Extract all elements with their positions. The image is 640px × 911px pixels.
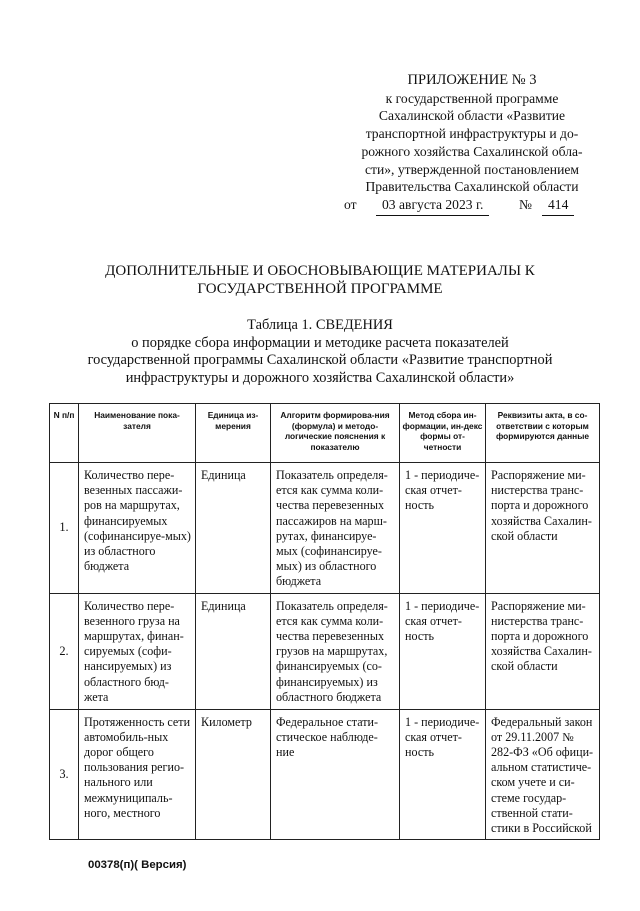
document-version-code: 00378(п)( Версия) bbox=[88, 859, 187, 871]
indicator-name: Количество пере-везенного груза на маршрутах, финан-сируемых (софи-нансируемых) из областного бюд-жета bbox=[79, 593, 196, 709]
algorithm: Показатель определя-ется как сумма коли-чества перевезенных пассажиров на марш-рутах, финансируе-мых (софинансируе-мых) из областного бюджета bbox=[271, 463, 400, 594]
collection-method: 1 - периодиче-ская отчет-ность bbox=[400, 463, 486, 594]
appendix-block bbox=[344, 72, 600, 214]
appendix-line: рожного хозяйства Сахалинской обла- bbox=[361, 143, 583, 159]
header-unit: Единица из-мерения bbox=[196, 404, 271, 463]
appendix-line: сти», утвержденной постановлением bbox=[364, 161, 579, 177]
title-line: ДОПОЛНИТЕЛЬНЫЕ И ОБОСНОВЫВАЮЩИЕ МАТЕРИАЛЫ К bbox=[105, 263, 535, 279]
collection-method: 1 - периодиче-ская отчет-ность bbox=[400, 593, 486, 709]
row-number: 2. bbox=[50, 593, 79, 709]
indicator-name: Количество пере-везенных пассажи-ров на маршрутах, финансируемых (софинансируе-мых) из областного бюджета bbox=[79, 463, 196, 594]
table-row bbox=[50, 593, 600, 709]
appendix-line: Сахалинской области «Развитие bbox=[378, 108, 566, 124]
appendix-line: к государственной программе bbox=[385, 90, 559, 106]
title-line: ГОСУДАРСТВЕННОЙ ПРОГРАММЕ bbox=[197, 281, 443, 297]
table-caption-line: государственной программы Сахалинской области «Развитие транспортной bbox=[87, 352, 553, 368]
legal-act: Распоряжение ми-нистерства транс-порта и дорожного хозяйства Сахалин-ской области bbox=[486, 463, 600, 594]
row-number: 1. bbox=[50, 463, 79, 594]
table-caption bbox=[40, 317, 600, 387]
header-algorithm: Алгоритм формирова-ния (формула) и методо-логические пояснения к показателю bbox=[271, 404, 400, 463]
appendix-line: транспортной инфраструктуры и до- bbox=[365, 126, 579, 142]
table-row bbox=[50, 463, 600, 594]
row-number: 3. bbox=[50, 709, 79, 840]
algorithm: Федеральное стати-стическое наблюде-ние bbox=[271, 709, 400, 840]
header-method: Метод сбора ин-формации, ин-декс формы от-четности bbox=[400, 404, 486, 463]
unit: Единица bbox=[196, 463, 271, 594]
algorithm: Показатель определя-ется как сумма коли-чества перевезенных грузов на маршрутах, финансируемых (со-финансируемых) из областного бюджета bbox=[271, 593, 400, 709]
table-header-row bbox=[50, 404, 600, 463]
unit: Единица bbox=[196, 593, 271, 709]
appendix-line: Правительства Сахалинской области bbox=[365, 179, 579, 195]
table-caption-line: о порядке сбора информации и методике расчета показателей bbox=[131, 334, 509, 351]
table-row bbox=[50, 709, 600, 840]
table-caption-heading: Таблица 1. СВЕДЕНИЯ bbox=[247, 317, 393, 333]
legal-act: Распоряжение ми-нистерства транс-порта и дорожного хозяйства Сахалин-ской области bbox=[486, 593, 600, 709]
document-number: 414 bbox=[542, 196, 574, 216]
indicator-name: Протяженность сети автомобиль-ных дорог общего пользования регио-нального или межмуниципаль-ного, местного bbox=[79, 709, 196, 840]
document-date: 03 августа 2023 г. bbox=[376, 196, 489, 216]
date-prefix: от bbox=[344, 196, 357, 212]
legal-act: Федеральный закон от 29.11.2007 № 282-ФЗ «Об офици-альном статистиче-ском учете и си-стеме государ-ственной стати-стики в Российской bbox=[486, 709, 600, 840]
header-act: Реквизиты акта, в со-ответствии с которым формируются данные bbox=[486, 404, 600, 463]
unit: Километр bbox=[196, 709, 271, 840]
table-caption-line: инфраструктуры и дорожного хозяйства Сахалинской области» bbox=[125, 369, 515, 386]
number-sign: № bbox=[519, 196, 532, 212]
indicators-table bbox=[49, 403, 600, 840]
header-indicator-name: Наименование пока-зателя bbox=[79, 404, 196, 463]
appendix-heading: ПРИЛОЖЕНИЕ № 3 bbox=[407, 72, 537, 88]
header-number: N п/п bbox=[50, 404, 79, 463]
date-line bbox=[344, 196, 600, 214]
collection-method: 1 - периодиче-ская отчет-ность bbox=[400, 709, 486, 840]
document-title bbox=[40, 262, 600, 298]
